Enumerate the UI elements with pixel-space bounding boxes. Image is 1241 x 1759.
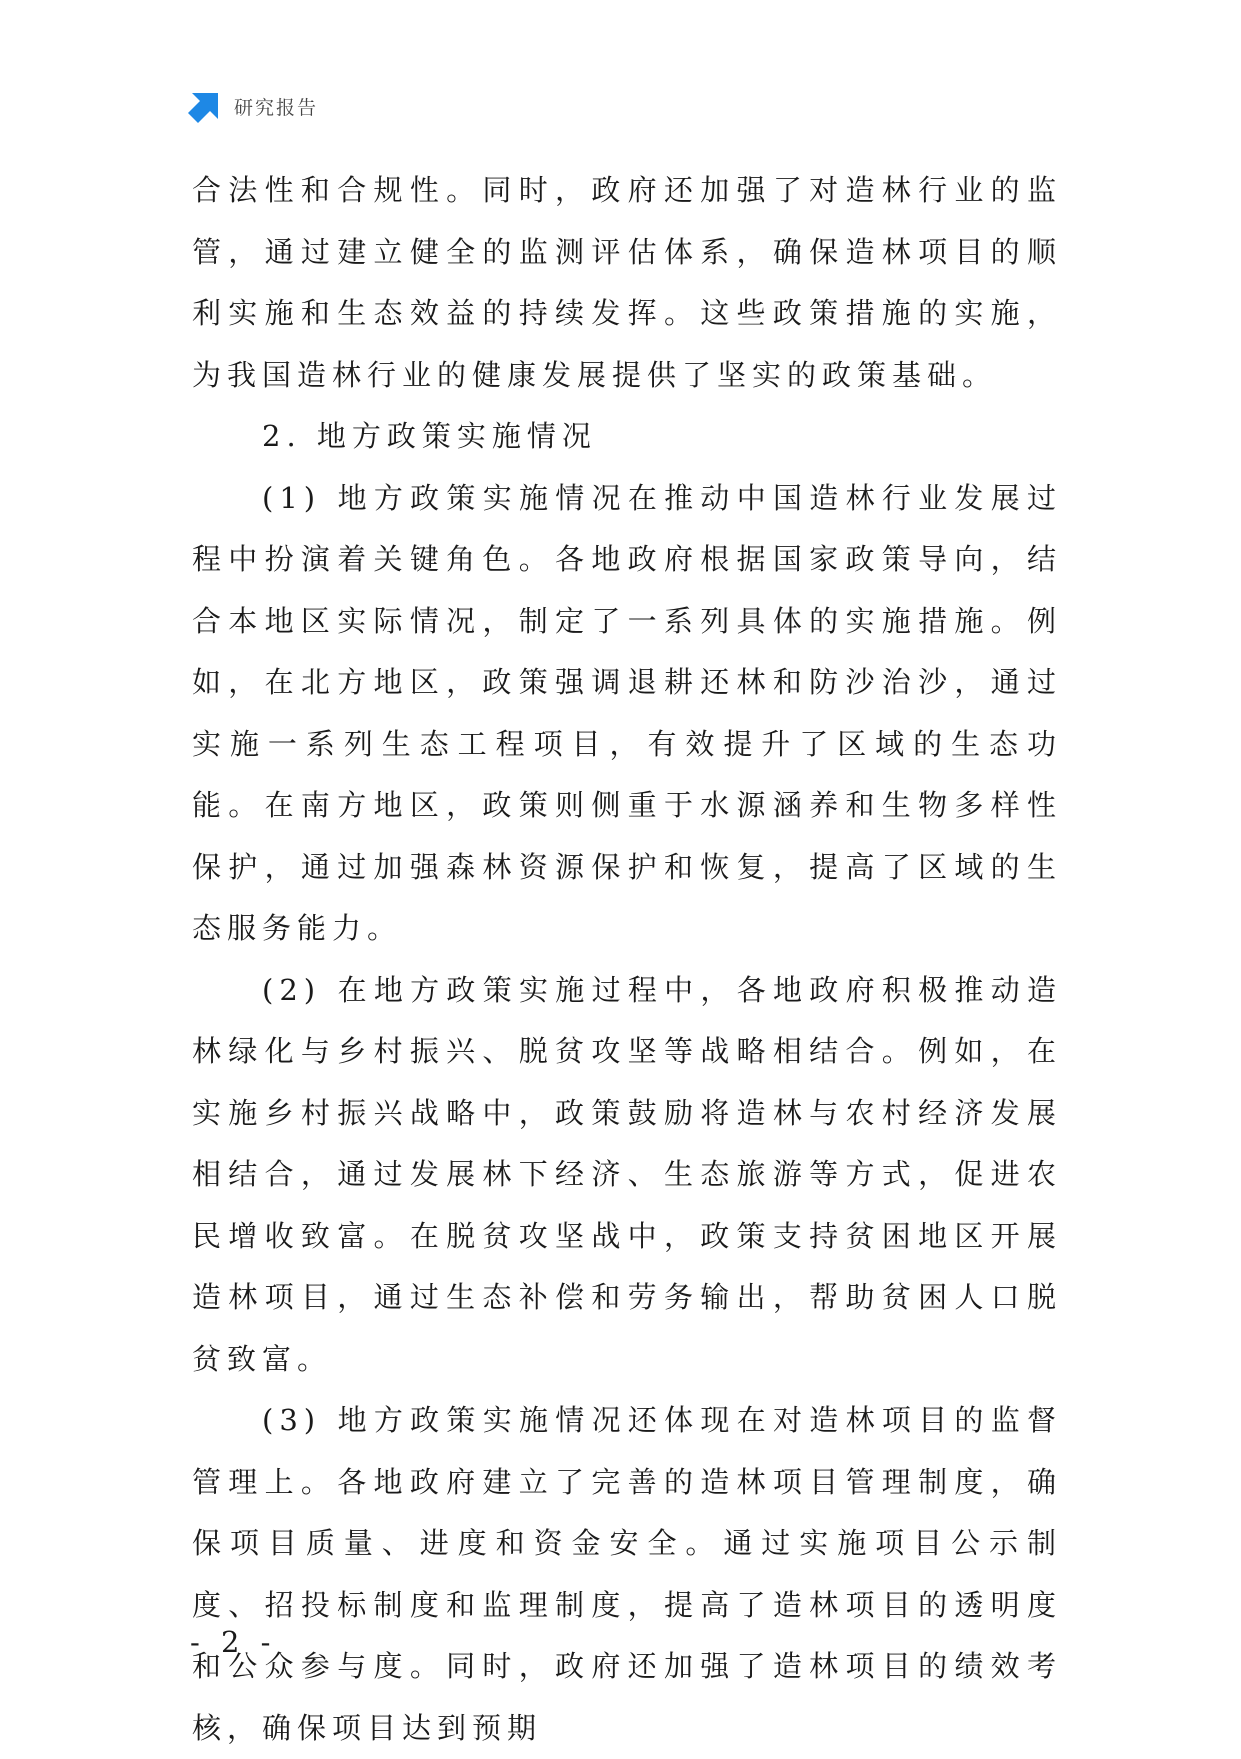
arrow-up-right-icon <box>188 89 222 123</box>
paragraph-continuation: 合法性和合规性。同时，政府还加强了对造林行业的监管，通过建立健全的监测评估体系，确保造林项目的顺利实施和生态效益的持续发挥。这些政策措施的实施，为我国造林行业的健康发展提供了坚实的政策基础。 <box>192 173 1062 392</box>
paragraph-item-3: (3) 地方政策实施情况还体现在对造林项目的监督管理上。各地政府建立了完善的造林项目管理制度，确保项目质量、进度和资金安全。通过实施项目公示制度、招投标制度和监理制度，提高了造林项目的透明度和公众参与度。同时，政府还加强了造林项目的绩效考核，确保项目达到预期 <box>192 1403 1062 1745</box>
paragraph-item-2: (2) 在地方政策实施过程中，各地政府积极推动造林绿化与乡村振兴、脱贫攻坚等战略相结合。例如，在实施乡村振兴战略中，政策鼓励将造林与农村经济发展相结合，通过发展林下经济、生态旅游等方式，促进农民增收致富。在脱贫攻坚战中，政策支持贫困地区开展造林项目，通过生态补偿和劳务输出，帮助贫困人口脱贫致富。 <box>192 972 1062 1376</box>
header-title: 研究报告 <box>234 96 319 119</box>
section-heading: 2. 地方政策实施情况 <box>262 419 597 453</box>
page-number: - 2 - <box>190 1625 277 1659</box>
document-header <box>188 88 318 124</box>
paragraph-item-1: (1) 地方政策实施情况在推动中国造林行业发展过程中扮演着关键角色。各地政府根据国家政策导向，结合本地区实际情况，制定了一系列具体的实施措施。例如，在北方地区，政策强调退耕还林和防沙治沙，通过实施一系列生态工程项目，有效提升了区域的生态功能。在南方地区，政策则侧重于水源涵养和生物多样性保护，通过加强森林资源保护和恢复，提高了区域的生态服务能力。 <box>192 480 1062 945</box>
document-body <box>192 160 1062 1759</box>
